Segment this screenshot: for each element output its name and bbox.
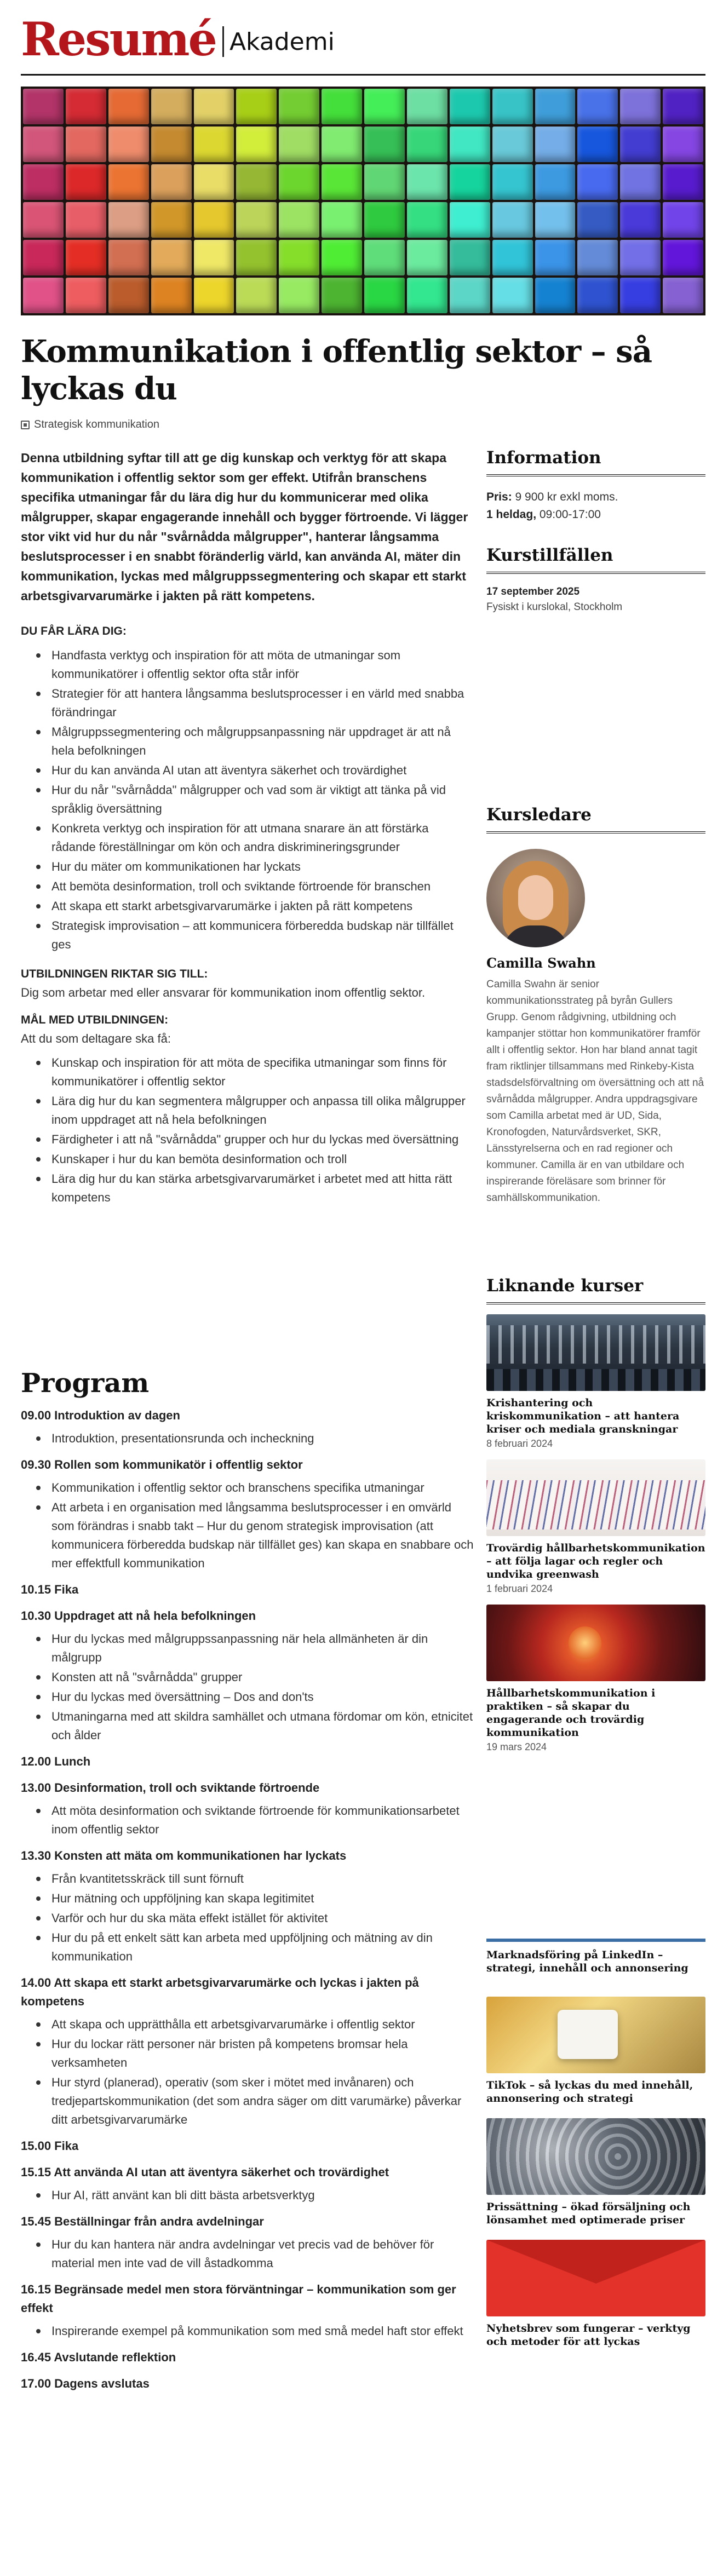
hero-cube (236, 240, 277, 275)
hero-cube (236, 164, 277, 200)
hero-cube (620, 240, 661, 275)
card-title[interactable]: Hållbarhetskommunikation i praktiken – så skapar du engagerande och trovärdig kommunikation (486, 1687, 656, 1739)
program-bullet: Att arbeta i en organisation med långsamma beslutsprocesser i en omvärld som förändras i snabb takt – Hur du genom strategisk improvisation (att kommunicera förberedda budskap när tillfället ges) kan skapa en snabbare och mer effektfull kommunikation (21, 1498, 475, 1573)
leader-name: Camilla Swahn (486, 955, 596, 971)
hero-cube (407, 89, 447, 124)
program-schedule (21, 1406, 475, 2401)
program-time-heading: 10.30 Uppdraget att nå hela befolkningen (21, 1609, 256, 1623)
program-bullet: Hur du kan hantera när andra avdelningar vet precis vad de behöver för material men inte vad de vill åstadkomma (21, 2235, 475, 2273)
goal-item: Kunskap och inspiration för att möta de specifika utmaningar som finns för kommunikatörer i offentlig sektor (21, 1054, 475, 1091)
program-time-heading: 10.15 Fika (21, 1583, 79, 1596)
hero-cube (23, 240, 64, 275)
similar-course-card[interactable] (486, 1459, 705, 1595)
hero-cube (663, 164, 703, 200)
program-bullet: Hur mätning och uppföljning kan skapa legitimitet (21, 1889, 475, 1908)
hero-cube (535, 164, 576, 200)
page-title: Kommunikation i offentlig sektor – så lyckas du (21, 334, 652, 407)
hero-cube (620, 278, 661, 313)
program-item (21, 1580, 475, 1599)
logo-divider (222, 26, 224, 57)
program-item (21, 1456, 475, 1573)
hero-cube (577, 127, 618, 162)
hero-cube-grid (21, 87, 705, 315)
duration-line (486, 506, 705, 524)
hero-cube (236, 278, 277, 313)
program-item (21, 1974, 475, 2129)
program-bullets (21, 1802, 475, 1839)
hero-cube (279, 89, 319, 124)
duration-value: 09:00-17:00 (539, 508, 601, 521)
goal-item: Lära dig hur du kan stärka arbetsgivarvarumärket i arbetet med att hitta rätt kompetens (21, 1170, 475, 1207)
hero-cube (322, 202, 362, 238)
hero-cube (322, 164, 362, 200)
program-bullets (21, 1479, 475, 1573)
more-course-card[interactable] (486, 1939, 705, 1975)
hero-cube (450, 278, 490, 313)
program-item (21, 1779, 475, 1839)
hero-cube (279, 278, 319, 313)
learn-item: Hur du kan använda AI utan att äventyra säkerhet och trovärdighet (21, 761, 475, 780)
hero-cube (620, 127, 661, 162)
hero-cube (151, 202, 192, 238)
program-item (21, 1406, 475, 1448)
hero-cube (194, 202, 234, 238)
hero-cube (450, 164, 490, 200)
price-line (486, 488, 705, 506)
similar-courses (486, 1276, 705, 1753)
program-bullets (21, 2186, 475, 2205)
leader-bio: Camilla Swahn är senior kommunikationsstrateg på byrån Gullers Grupp. Genom rådgivning, utbildning och kampanjer stöttar hon kommunikatörer framför allt i offentlig sektor. Hon har bland annat tagit fram riktlinjer tillsammans med Rinkeby-Kista stadsdelsförvaltning om översättning och att nå svårnådda målgrupper. Andra uppdragsgivare som Camilla arbetat med är UD, Sida, Kronofogden, Naturvårdsverket, SKR, Länsstyrelserna och en rad regioner och kommuner. Camilla är en van utbildare och inspirerande föreläsare som brinner för samhällskommunikation. (486, 979, 704, 1204)
hero-cube (66, 278, 106, 313)
card-title[interactable]: Krishantering och kriskommunikation – att hantera kriser och mediala granskningar (486, 1397, 680, 1435)
learn-item: Hur du når "svårnådda" målgrupper och vad som är viktigt att tänka på vid språklig översättning (21, 781, 475, 818)
category-icon (21, 421, 30, 429)
hero-cube (492, 240, 533, 275)
program-item (21, 1847, 475, 1966)
hero-cube (66, 164, 106, 200)
hero-cube (108, 240, 149, 275)
card-title[interactable]: TikTok – så lyckas du med innehåll, annonsering och strategi (486, 2079, 693, 2104)
program-item (21, 2212, 475, 2273)
info-heading: Information (486, 448, 705, 476)
hero-cube (450, 89, 490, 124)
program-item (21, 2348, 475, 2367)
hero-cube (407, 164, 447, 200)
hero-cube (151, 278, 192, 313)
hero-cube (364, 202, 405, 238)
program-bullets (21, 1429, 475, 1448)
hero-cube (23, 127, 64, 162)
program-bullet: Kommunikation i offentlig sektor och branschens specifika utmaningar (21, 1479, 475, 1497)
hero-cube (535, 278, 576, 313)
hero-cube (407, 127, 447, 162)
hero-cube (663, 278, 703, 313)
hero-cube (66, 89, 106, 124)
hero-cube (66, 202, 106, 238)
hero-cube (322, 89, 362, 124)
hero-cube (364, 127, 405, 162)
hero-cube (663, 202, 703, 238)
program-item (21, 1607, 475, 1745)
learn-item: Konkreta verktyg och inspiration för att utmana snarare än att förstärka rådande föreställningar om kön och andra diskrimineringsgrunder (21, 819, 475, 856)
card-image-linkedin (486, 1939, 705, 1942)
program-bullets (21, 1630, 475, 1745)
hero-cube (322, 278, 362, 313)
hero-cube (151, 164, 192, 200)
hero-cube (236, 127, 277, 162)
program-item (21, 2374, 475, 2393)
learn-heading: DU FÅR LÄRA DIG: (21, 625, 127, 637)
course-location: Fysiskt i kurslokal, Stockholm (486, 601, 623, 613)
hero-cube (364, 240, 405, 275)
learn-item: Handfasta verktyg och inspiration för att möta de utmaningar som kommunikatörer i offentlig sektor ofta står inför (21, 646, 475, 683)
hero-cube (194, 164, 234, 200)
hero-cube (151, 240, 192, 275)
program-time-heading: 16.45 Avslutande reflektion (21, 2350, 176, 2364)
site-header (21, 0, 705, 76)
learn-item: Att bemöta desinformation, troll och sviktande förtroende för branschen (21, 877, 475, 896)
program-bullet: Från kvantitetsskräck till sunt förnuft (21, 1870, 475, 1888)
hero-cube (492, 202, 533, 238)
program-bullet: Hur du lyckas med översättning – Dos and don'ts (21, 1688, 475, 1706)
card-title[interactable]: Nyhetsbrev som fungerar – verktyg och metoder för att lyckas (486, 2322, 691, 2348)
hero-cube (450, 127, 490, 162)
similar-heading: Liknande kurser (486, 1276, 705, 1304)
goal-list (21, 1054, 475, 1207)
hero-cube (23, 202, 64, 238)
category-label: Strategisk kommunikation (34, 418, 159, 430)
program-bullet: Konsten att nå "svårnådda" grupper (21, 1668, 475, 1687)
learn-item: Strategier för att hantera långsamma beslutsprocesser i en värld med snabba förändringar (21, 685, 475, 722)
program-item (21, 2163, 475, 2205)
hero-cube (450, 202, 490, 238)
hero-cube (663, 89, 703, 124)
audience-text: Dig som arbetar med eller ansvarar för kommunikation inom offentlig sektor. (21, 986, 426, 999)
hero-cube (407, 202, 447, 238)
program-time-heading: 16.15 Begränsade medel men stora förväntningar – kommunikation som ger effekt (21, 2282, 456, 2315)
program-bullet: Att möta desinformation och sviktande förtroende för kommunikationsarbetet inom offentlig sektor (21, 1802, 475, 1839)
program-bullets (21, 2235, 475, 2273)
hero-cube (66, 240, 106, 275)
program-time-heading: 15.15 Att använda AI utan att äventyra säkerhet och trovärdighet (21, 2165, 389, 2179)
more-courses (486, 1939, 705, 2361)
hero-cube (194, 240, 234, 275)
course-date[interactable]: 17 september 2025 (486, 586, 580, 597)
program-item (21, 2280, 475, 2341)
site-logo[interactable] (21, 12, 335, 66)
hero-cube (577, 202, 618, 238)
goal-item: Lära dig hur du kan segmentera målgrupper och anpassa till olika målgrupper inom uppdraget att nå hela befolkningen (21, 1092, 475, 1129)
more-course-card[interactable] (486, 1997, 705, 2105)
hero-cube (108, 89, 149, 124)
card-title[interactable]: Prissättning – ökad försäljning och lönsamhet med optimerade priser (486, 2201, 691, 2226)
hero-cube (577, 164, 618, 200)
hero-cube (535, 127, 576, 162)
goal-item: Kunskaper i hur du kan bemöta desinformation och troll (21, 1150, 475, 1169)
price-value: 9 900 kr exkl moms. (515, 491, 618, 503)
learn-list (21, 646, 475, 954)
hero-cube (577, 278, 618, 313)
leader-avatar (486, 849, 585, 947)
hero-cube (236, 202, 277, 238)
program-bullet: Utmaningarna med att skildra samhället och utmana fördomar om kön, etnicitet och ålder (21, 1707, 475, 1745)
card-image-envelope (486, 2240, 705, 2316)
hero-cube (23, 89, 64, 124)
program-time-heading: 15.45 Beställningar från andra avdelningar (21, 2215, 264, 2228)
hero-cube (663, 240, 703, 275)
program-time-heading: 09.00 Introduktion av dagen (21, 1408, 180, 1422)
program-bullet: Hur du lyckas med målgruppssanpassning när hela allmänheten är din målgrupp (21, 1630, 475, 1667)
info-box (486, 448, 705, 524)
program-time-heading: 13.30 Konsten att mäta om kommunikationen har lyckats (21, 1849, 347, 1862)
leader-heading: Kursledare (486, 805, 705, 833)
dates-heading: Kurstillfällen (486, 545, 705, 574)
hero-cube (450, 240, 490, 275)
hero-cube (407, 278, 447, 313)
card-image-book (486, 1459, 705, 1536)
program-time-heading: 15.00 Fika (21, 2139, 79, 2153)
card-date: 1 februari 2024 (486, 1583, 553, 1594)
hero-cube (364, 278, 405, 313)
program-bullet: Hur du lockar rätt personer när bristen på kompetens bromsar hela verksamheten (21, 2035, 475, 2072)
learn-item: Hur du mäter om kommunikationen har lyckats (21, 858, 475, 876)
similar-course-card[interactable] (486, 1314, 705, 1450)
hero-cube (322, 240, 362, 275)
hero-cube (194, 89, 234, 124)
program-bullet: Hur du på ett enkelt sätt kan arbeta med uppföljning och mätning av din kommunikation (21, 1929, 475, 1966)
hero-cube (108, 127, 149, 162)
hero-cube (577, 240, 618, 275)
similar-course-card[interactable] (486, 1605, 705, 1753)
duration-label: 1 heldag, (486, 508, 537, 521)
logo-wordmark: Resumé (21, 12, 216, 66)
program-bullet: Hur styrd (planerad), operativ (som sker i mötet med invånaren) och tredjepartskommunikation (det som andra säger om ditt varumärke) påverkar ditt arbetsgivarvarumärke (21, 2073, 475, 2129)
hero-cube (535, 202, 576, 238)
hero-cube (492, 89, 533, 124)
category-tag[interactable] (21, 418, 159, 431)
hero-cube (364, 89, 405, 124)
more-course-card[interactable] (486, 2240, 705, 2348)
hero-cube (279, 127, 319, 162)
hero-cube (620, 164, 661, 200)
goal-item: Färdigheter i att nå "svårnådda" grupper och hur du lyckas med översättning (21, 1130, 475, 1149)
program-time-heading: 14.00 Att skapa ett starkt arbetsgivarvarumärke och lyckas i jakten på kompetens (21, 1976, 419, 2008)
hero-cube (194, 127, 234, 162)
more-course-card[interactable] (486, 2118, 705, 2227)
hero-cube (108, 202, 149, 238)
hero-cube (407, 240, 447, 275)
program-bullets (21, 1870, 475, 1966)
hero-cube (577, 89, 618, 124)
program-time-heading: 17.00 Dagens avslutas (21, 2377, 150, 2390)
hero-cube (151, 89, 192, 124)
hero-cube (279, 240, 319, 275)
hero-cube (236, 89, 277, 124)
card-image-tiktok (486, 1997, 705, 2073)
hero-cube (492, 127, 533, 162)
card-title[interactable]: Trovärdig hållbarhetskommunikation – att följa lagar och regler och undvika greenwash (486, 1542, 705, 1580)
card-image-coins (486, 2118, 705, 2195)
audience-heading: UTBILDNINGEN RIKTAR SIG TILL: (21, 968, 208, 980)
program-time-heading: 12.00 Lunch (21, 1755, 91, 1768)
program-time-heading: 13.00 Desinformation, troll och sviktande förtroende (21, 1781, 320, 1795)
hero-cube (535, 240, 576, 275)
program-item (21, 2137, 475, 2155)
hero-cube (151, 127, 192, 162)
hero-cube (279, 202, 319, 238)
program-bullet: Hur AI, rätt använt kan bli ditt bästa arbetsverktyg (21, 2186, 475, 2205)
course-leader (486, 805, 705, 1206)
hero-cube (23, 164, 64, 200)
program-bullets (21, 2015, 475, 2129)
learn-item: Strategisk improvisation – att kommunicera förberedda budskap när tillfället ges (21, 917, 475, 954)
logo-subtitle: Akademi (229, 28, 335, 56)
hero-cube (663, 127, 703, 162)
hero-cube (108, 164, 149, 200)
hero-cube (535, 89, 576, 124)
hero-cube (620, 202, 661, 238)
card-title[interactable]: Marknadsföring på LinkedIn – strategi, innehåll och annonsering (486, 1949, 688, 1974)
hero-cube (492, 278, 533, 313)
program-time-heading: 09.30 Rollen som kommunikatör i offentlig sektor (21, 1458, 303, 1471)
card-image-flower (486, 1605, 705, 1681)
hero-cube (322, 127, 362, 162)
card-image-crisis (486, 1314, 705, 1391)
learn-item: Målgruppssegmentering och målgruppsanpassning när uppdraget är att nå hela befolkningen (21, 723, 475, 760)
hero-cube (620, 89, 661, 124)
program-bullet: Inspirerande exempel på kommunikation som med små medel haft stor effekt (21, 2322, 475, 2341)
card-date: 8 februari 2024 (486, 1438, 553, 1449)
course-dates (486, 545, 705, 613)
hero-cube (492, 164, 533, 200)
hero-cube (108, 278, 149, 313)
hero-cube (23, 278, 64, 313)
avatar-face (518, 875, 553, 920)
hero-cube (364, 164, 405, 200)
course-intro: Denna utbildning syftar till att ge dig kunskap och verktyg för att skapa kommunikation i offentlig sektor som ger effekt. Utifrån branschens specifika utmaningar får du lära dig hur du kommunicerar med olika målgrupper, skapar engagerande innehåll och bygger förtroende. Vi lägger stor vikt vid hur du når "svårnådda målgrupper", hanterar långsamma beslutsprocesser i en snabbt föränderlig värld, kan använda AI, mäter din kommunikation, lyckas med målgruppssegmentering och skapar ett starkt arbetsgivarvarumärke i jakten på rätt kompetens. (21, 451, 468, 603)
hero-cube (194, 278, 234, 313)
goal-text: Att du som deltagare ska få: (21, 1032, 171, 1045)
hero-image (21, 87, 705, 315)
hero-cube (279, 164, 319, 200)
program-item (21, 1752, 475, 1771)
price-label: Pris: (486, 491, 512, 503)
program-bullets (21, 2322, 475, 2341)
learn-item: Att skapa ett starkt arbetsgivarvarumärke i jakten på rätt kompetens (21, 897, 475, 916)
course-description (21, 448, 475, 1218)
program-title: Program (21, 1368, 150, 1399)
hero-cube (66, 127, 106, 162)
card-date: 19 mars 2024 (486, 1741, 547, 1752)
program-bullet: Introduktion, presentationsrunda och incheckning (21, 1429, 475, 1448)
program-bullet: Att skapa och upprätthålla ett arbetsgivarvarumärke i offentlig sektor (21, 2015, 475, 2034)
goal-heading: MÅL MED UTBILDNINGEN: (21, 1014, 169, 1026)
program-bullet: Varför och hur du ska mäta effekt istället för aktivitet (21, 1909, 475, 1928)
